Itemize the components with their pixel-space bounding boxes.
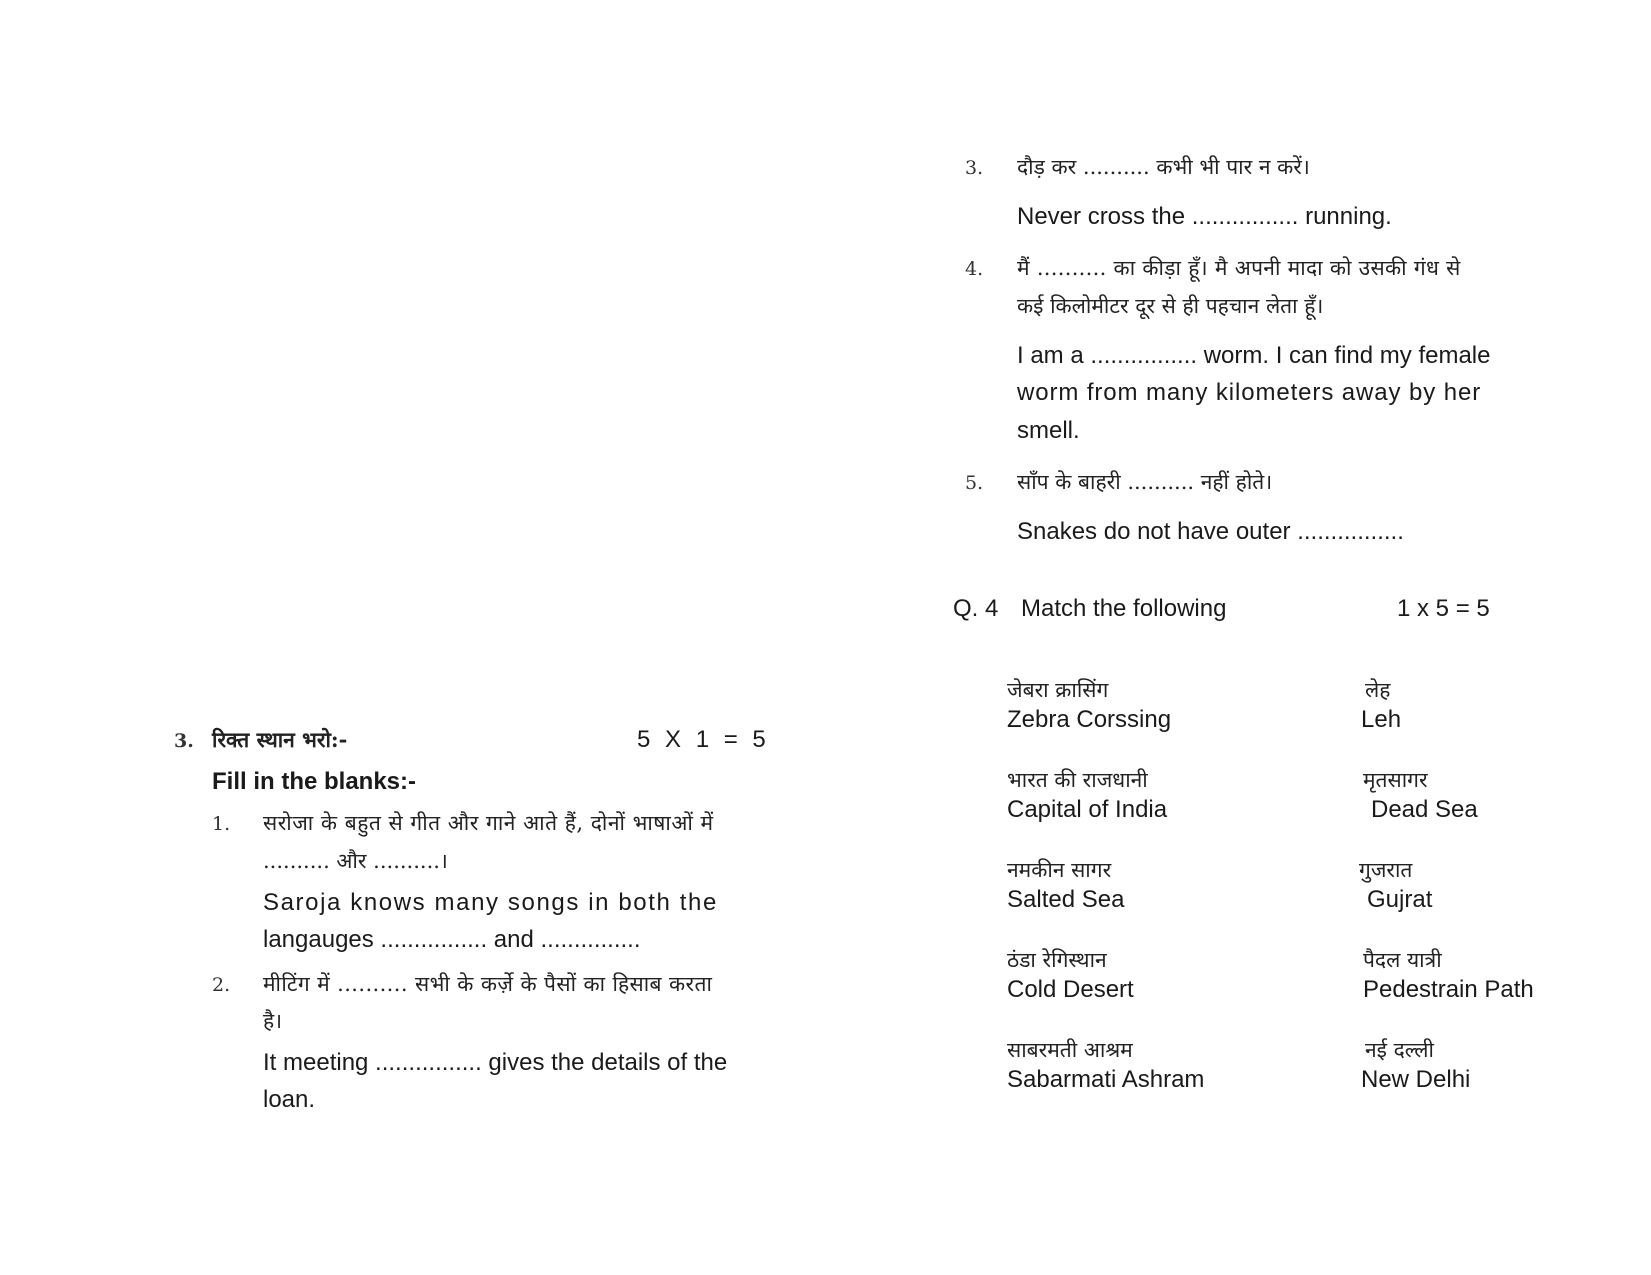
item-number: 1.	[212, 813, 231, 835]
question-hindi-heading: रिक्त स्थान भरो:-	[212, 727, 348, 752]
match-left-hindi: साबरमती आश्रम	[1007, 1038, 1133, 1062]
q4-title: Match the following	[1021, 595, 1227, 622]
item-english-line: Saroja knows many songs in both the	[263, 889, 718, 916]
match-right-english: New Delhi	[1361, 1066, 1471, 1093]
item-hindi-line: सरोजा के बहुत से गीत और गाने आते हैं, दोनों भाषाओं में	[263, 811, 714, 835]
item-hindi-line: दौड़ कर .......... कभी भी पार न करें।	[1017, 155, 1310, 179]
match-right-english: Dead Sea	[1371, 796, 1478, 823]
match-left-english: Cold Desert	[1007, 976, 1134, 1003]
item-number: 2.	[212, 974, 231, 996]
item-hindi-line: है।	[263, 1009, 283, 1033]
item-number: 5.	[965, 472, 984, 494]
match-left-english: Capital of India	[1007, 796, 1168, 823]
item-english-line: I am a ................ worm. I can find my female	[1017, 342, 1491, 369]
match-right-hindi: पैदल यात्री	[1363, 948, 1442, 972]
match-left-english: Salted Sea	[1007, 886, 1125, 913]
item-number: 3.	[965, 157, 984, 179]
item-english-line: It meeting ................ gives the details of the	[263, 1049, 728, 1076]
item-english-line: smell.	[1017, 417, 1080, 444]
match-right-english: Leh	[1361, 706, 1402, 733]
item-hindi-line: मैं .......... का कीड़ा हूँ। मै अपनी मादा को उसकी गंध से	[1017, 256, 1461, 280]
match-right-english: Pedestrain Path	[1363, 976, 1534, 1003]
item-hindi-line: मीटिंग में .......... सभी के कर्ज़े के पैसों का हिसाब करता	[263, 972, 713, 996]
question-english-heading: Fill in the blanks:-	[212, 768, 417, 795]
match-right-english: Gujrat	[1367, 886, 1433, 913]
item-hindi-line: .......... और ..........।	[263, 849, 448, 873]
item-number: 4.	[965, 258, 984, 280]
item-english-line: worm from many kilometers away by her	[1017, 379, 1482, 406]
match-left-hindi: जेबरा क्रासिंग	[1007, 678, 1109, 702]
match-left-hindi: नमकीन सागर	[1007, 858, 1112, 882]
match-right-hindi: मृतसागर	[1363, 768, 1428, 792]
match-right-hindi: लेह	[1365, 678, 1391, 702]
q4-marks: 1 x 5 = 5	[1397, 595, 1490, 622]
item-english-line: Never cross the ................ running.	[1017, 203, 1392, 230]
item-hindi-line: साँप के बाहरी .......... नहीं होते।	[1017, 470, 1273, 494]
match-right-hindi: गुजरात	[1359, 858, 1413, 882]
question-number: 3.	[174, 730, 194, 752]
question-marks: 5 X 1 = 5	[637, 726, 770, 753]
match-right-hindi: नई दल्ली	[1365, 1038, 1434, 1062]
q4-label: Q. 4	[953, 595, 999, 622]
match-left-hindi: ठंडा रेगिस्थान	[1007, 948, 1107, 972]
match-left-english: Zebra Corssing	[1007, 706, 1172, 733]
item-english-line: loan.	[263, 1086, 316, 1113]
match-left-english: Sabarmati Ashram	[1007, 1066, 1205, 1093]
item-hindi-line: कई किलोमीटर दूर से ही पहचान लेता हूँ।	[1017, 294, 1324, 318]
match-left-hindi: भारत की राजधानी	[1007, 768, 1148, 792]
item-english-line: langauges ................ and ...............	[263, 926, 641, 953]
item-english-line: Snakes do not have outer ................	[1017, 518, 1404, 545]
